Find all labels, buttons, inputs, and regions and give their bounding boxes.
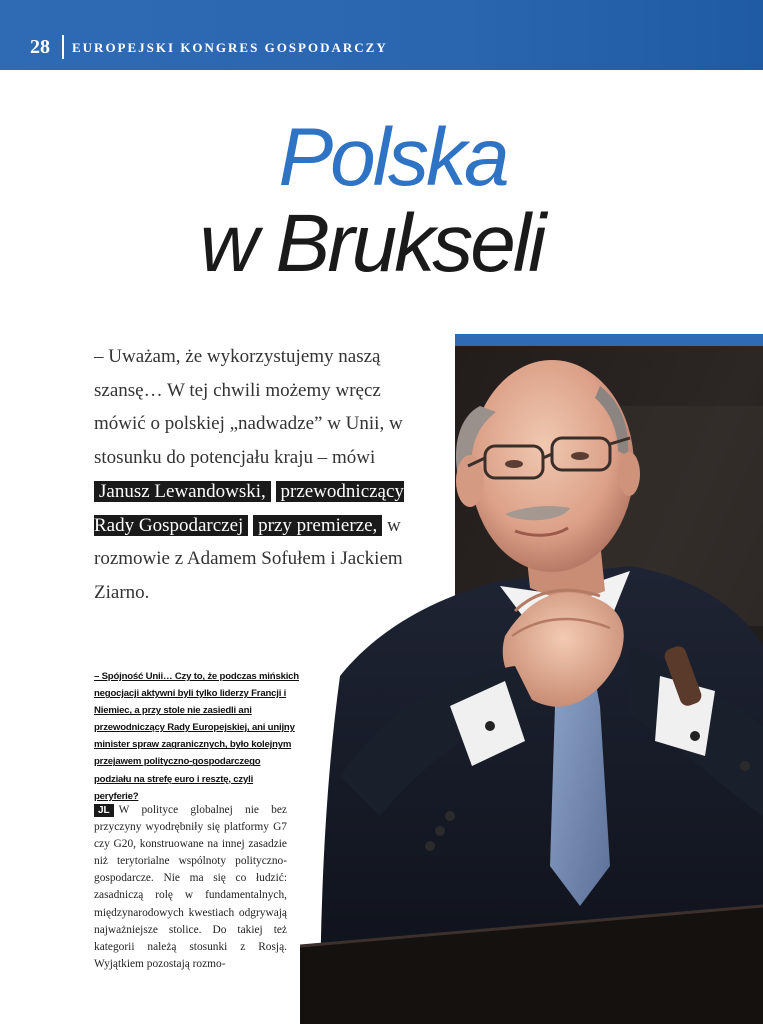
publication-name: EUROPEJSKI KONGRES GOSPODARCZY [72,40,388,55]
speaker-initials-badge: JL [94,804,114,817]
lead-highlight-context: przy premierze, [253,515,382,536]
lead-text-before: – Uważam, że wykorzystujemy naszą szansę… W tej chwili możemy wręcz mówić o polskiej „nadwadze” w Unii, w stosunku do potencjału kraju – mówi [94,346,403,469]
lead-highlight-name: Janusz Lewandowski, [94,481,271,502]
lead-highlight-role: przewodniczący Rady Gospodarczej [94,480,404,536]
interview-question: – Spójność Unii… Czy to, że podczas mińskich negocjacji aktywni byli tylko liderzy Francji i Niemiec, a przy stole nie zasiedli ani przewodniczący Rady Europejskiej, ani unijny minister spraw zagranicznych, było kolejnym przejawem polityczno-gospodarczego podziału na strefę euro i resztę, czyli peryferie? [94,671,299,802]
header-bar [0,0,763,70]
page-number: 28 [30,36,50,58]
title-line-1: Polska [278,112,507,203]
portrait-photo [300,346,763,1024]
header-divider [62,35,64,59]
title-line-2: w Brukseli [199,198,544,289]
article-title [0,112,763,289]
lead-text-after: w rozmowie z Adamem Sofułem i Jackiem Ziarno. [94,514,403,603]
photo-accent-strip [455,334,763,346]
answer-text: W polityce globalnej nie bez przyczyny wyodrębniły się platformy G7 czy G20, konstruowane na innej zasadzie niż terytorialne wspólnoty polityczno-gospodarcze. Nie ma się co łudzić: zasadniczą rolę w fundamentalnych, międzynarodowych kwestiach odgrywają najważniejsze stolice. Do takiej też kategorii należą stosunki z Rosją. Wyjątkiem pozostają rozmo- [94,804,287,970]
interview-answer [94,802,287,973]
